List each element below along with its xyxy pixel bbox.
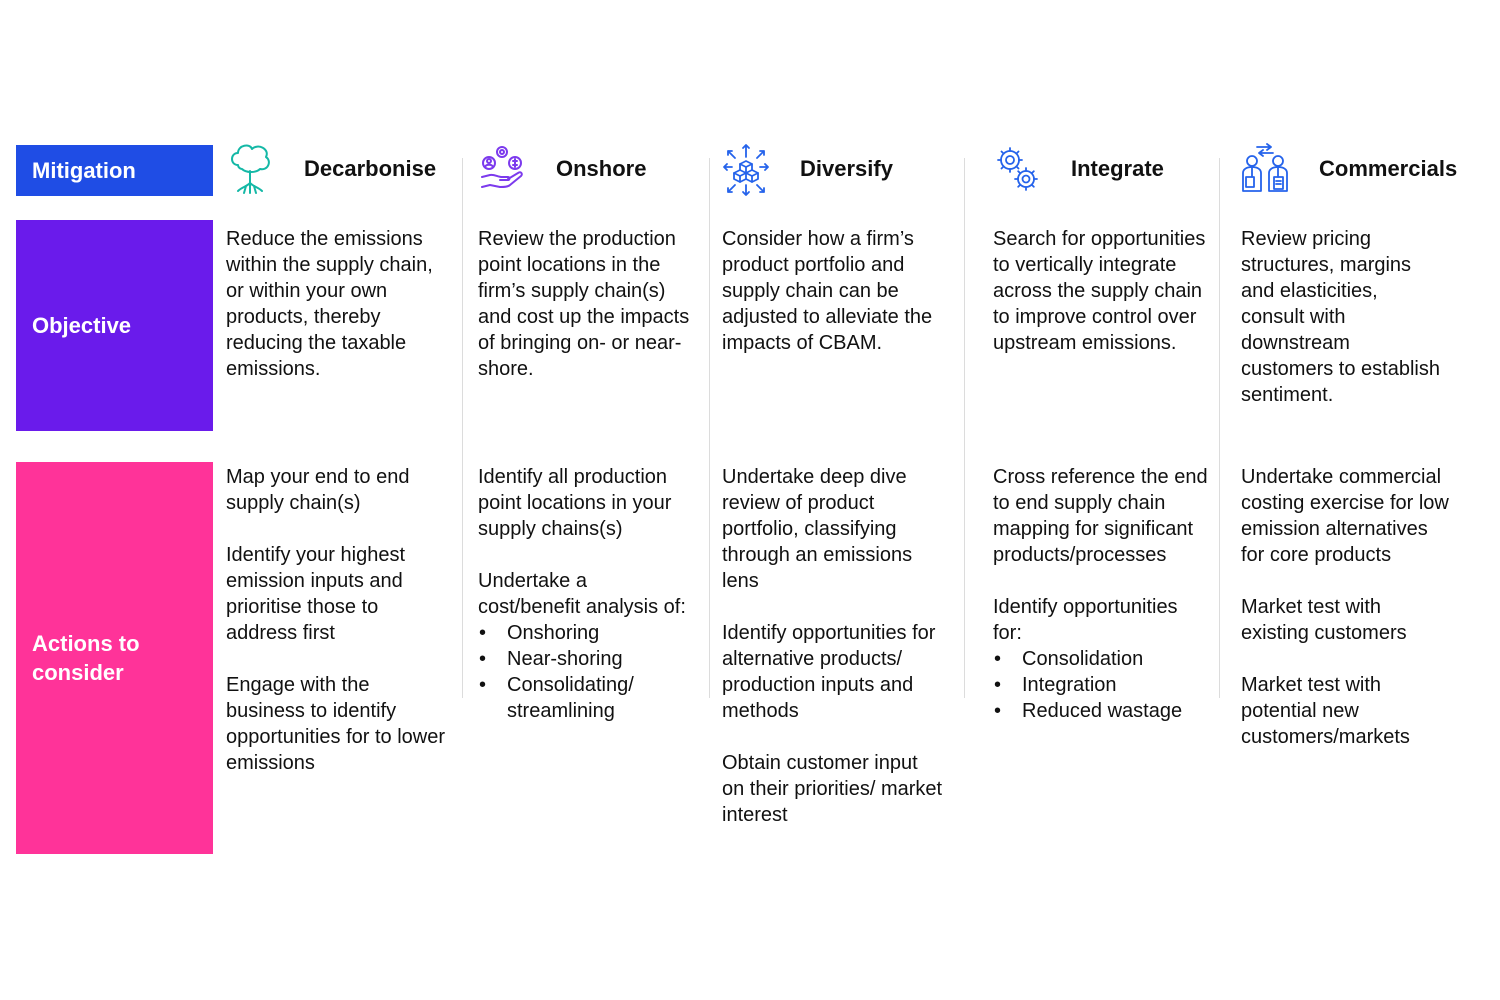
objective-text: Consider how a firm’s product portfolio and supply chain can be adjusted to alleviate the impacts of CBAM. [722,228,933,354]
column-header-commercials [1241,138,1457,200]
actions-cell-onshore [478,464,694,724]
objective-text: Reduce the emissions within the supply chain, or within your own products, thereby reducing the taxable emissions. [226,228,433,380]
column-header-decarbonise [226,138,436,200]
action-bullet-list [478,620,694,724]
actions-cell-diversify [722,464,944,828]
action-bullet-list [993,646,1209,724]
column-header-diversify [722,138,893,200]
action-paragraph: Obtain customer input on their priorities/ market interest [722,752,943,826]
objective-cell-commercials [1241,226,1441,408]
action-bullet: • Reduced wastage [993,698,1209,724]
action-paragraph: Identify opportunities for: [993,596,1178,644]
row-label-objective: Objective [16,220,213,431]
column-header-onshore [478,138,646,200]
column-title: Commercials [1319,156,1458,181]
column-divider [964,158,965,698]
column-title: Diversify [800,156,893,181]
action-bullet: • Consolidation [993,646,1209,672]
tree-roots-icon [226,141,274,197]
objective-text: Search for opportunities to vertically integrate across the supply chain to improve control over upstream emissions. [993,228,1206,354]
objective-cell-onshore [478,226,698,382]
action-paragraph: Market test with potential new customers/markets [1241,674,1410,748]
objective-cell-integrate [993,226,1209,356]
column-divider [709,158,710,698]
column-title: Decarbonise [304,156,437,181]
people-exchange-icon [1241,141,1289,197]
objective-text: Review pricing structures, margins and elasticities, consult with downstream customers to establish sentiment. [1241,228,1440,406]
action-paragraph: Identify opportunities for alternative products/ production inputs and methods [722,622,936,722]
action-paragraph: Cross reference the end to end supply chain mapping for significant products/processes [993,466,1208,566]
row-label-actions-text: Actions to consider [32,631,140,685]
column-divider [1219,158,1220,698]
row-label-actions [16,462,213,854]
action-paragraph: Undertake commercial costing exercise for low emission alternatives for core products [1241,466,1449,566]
hand-coins-icon [478,141,526,197]
gears-icon [993,141,1041,197]
column-title: Onshore [556,156,647,181]
action-bullet: • Consolidating/ streamlining [478,672,647,724]
action-paragraph: Identify your highest emission inputs and prioritise those to address first [226,544,405,644]
objective-cell-decarbonise [226,226,452,382]
actions-cell-integrate [993,464,1209,724]
objective-cell-diversify [722,226,944,356]
action-paragraph: Map your end to end supply chain(s) [226,466,410,514]
objective-text: Review the production point locations in the firm’s supply chain(s) and cost up the impacts of bringing on- or near-shore. [478,228,690,380]
actions-cell-decarbonise [226,464,452,776]
action-paragraph: Engage with the business to identify opportunities for to lower emissions [226,674,446,774]
action-bullet: • Near-shoring [478,646,694,672]
actions-cell-commercials [1241,464,1451,750]
action-bullet: • Onshoring [478,620,694,646]
row-label-mitigation: Mitigation [16,145,213,196]
action-paragraph: Market test with existing customers [1241,596,1407,644]
column-header-integrate [993,138,1164,200]
action-paragraph: Identify all production point locations in your supply chains(s) [478,466,672,540]
action-paragraph: Undertake deep dive review of product portfolio, classifying through an emissions lens [722,466,913,592]
action-bullet: • Integration [993,672,1209,698]
action-paragraph: Undertake a cost/benefit analysis of: [478,570,686,618]
column-divider [462,158,463,698]
cubes-network-icon [722,141,770,197]
column-title: Integrate [1071,156,1164,181]
